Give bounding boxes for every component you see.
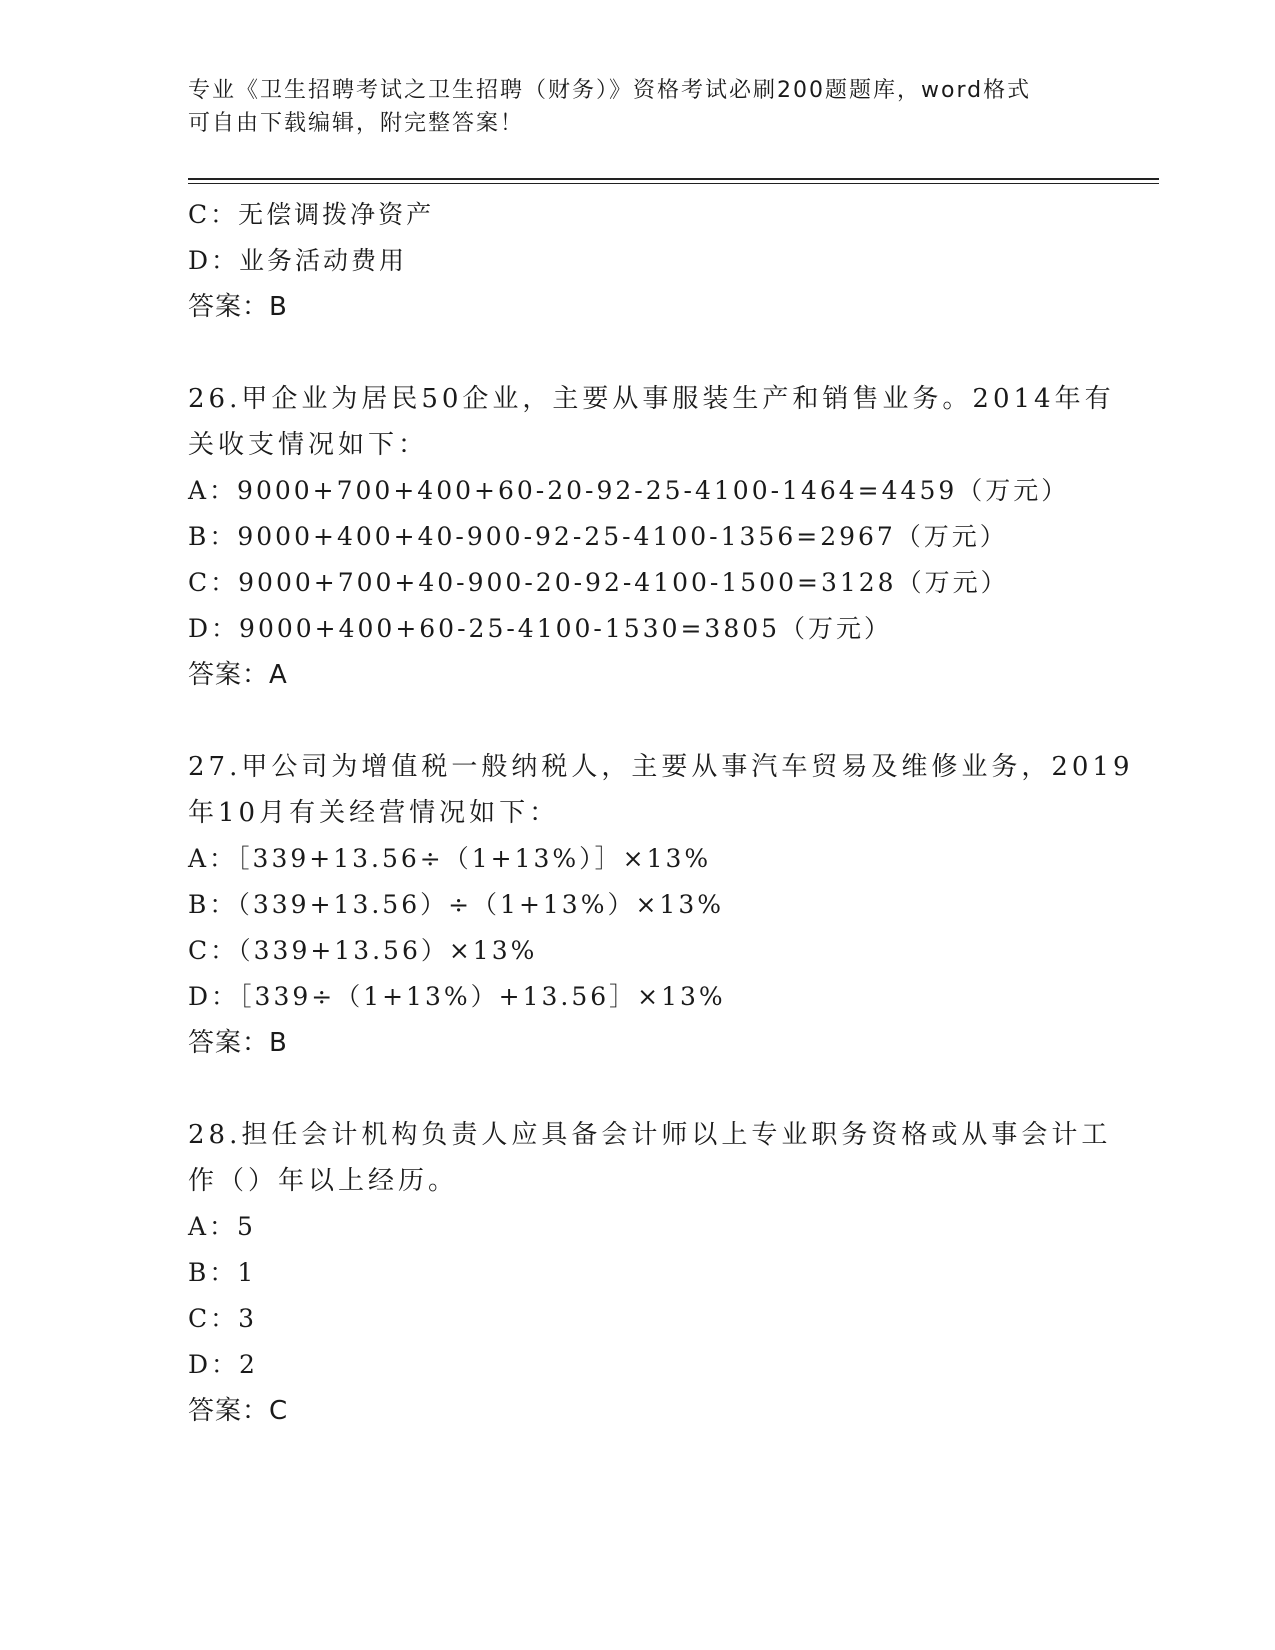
spacer	[188, 1066, 1088, 1112]
question-stem: 28.担任会计机构负责人应具备会计师以上专业职务资格或从事会计工	[188, 1120, 1112, 1150]
question-stem: 年10月有关经营情况如下：	[188, 798, 560, 828]
spacer	[188, 330, 1088, 376]
option-b: B：9000+400+40-900-92-25-4100-1356=2967（万元）	[188, 522, 1008, 551]
question-list	[188, 192, 1134, 1434]
question-25-tail	[188, 192, 1088, 330]
option-b: B：1	[188, 1258, 257, 1287]
option-d: D：2	[188, 1350, 258, 1379]
question-stem: 作（）年以上经历。	[188, 1166, 459, 1196]
answer-label: 答案：A	[188, 660, 288, 690]
question-stem: 关收支情况如下：	[188, 430, 429, 460]
option-a: A：9000+700+400+60-20-92-25-4100-1464=4459（万元）	[188, 476, 1070, 505]
question-stem: 27.甲公司为增值税一般纳税人，主要从事汽车贸易及维修业务，2019	[188, 752, 1134, 782]
answer-label: 答案：C	[188, 1396, 289, 1426]
question-stem: 26.甲企业为居民50企业，主要从事服装生产和销售业务。2014年有	[188, 384, 1115, 414]
header-line-2: 可自由下载编辑，附完整答案！	[188, 111, 525, 136]
option-d: D：［339÷（1+13%）+13.56］×13%	[188, 982, 726, 1011]
option-a: A：［339+13.56÷（1+13%）］×13%	[188, 844, 712, 873]
option-c: C：无偿调拨净资产	[188, 200, 435, 229]
question-26	[188, 376, 1115, 698]
option-d: D：9000+400+60-25-4100-1530=3805（万元）	[188, 614, 893, 643]
document-header	[188, 74, 1068, 140]
option-c: C：3	[188, 1304, 258, 1333]
question-28	[188, 1112, 1112, 1434]
answer-label: 答案：B	[188, 1028, 288, 1058]
header-divider-thick	[188, 178, 1159, 180]
option-c: C：（339+13.56）×13%	[188, 936, 538, 965]
header-line-1: 专业《卫生招聘考试之卫生招聘（财务）》资格考试必刷200题题库，word格式	[188, 78, 1032, 103]
header-divider-thin	[188, 183, 1159, 184]
option-b: B：（339+13.56）÷（1+13%）×13%	[188, 890, 724, 919]
option-c: C：9000+700+40-900-20-92-4100-1500=3128（万元）	[188, 568, 1009, 597]
answer-label: 答案：B	[188, 292, 288, 322]
option-a: A：5	[188, 1212, 256, 1241]
option-d: D：业务活动费用	[188, 246, 408, 275]
spacer	[188, 698, 1088, 744]
question-27	[188, 744, 1134, 1066]
